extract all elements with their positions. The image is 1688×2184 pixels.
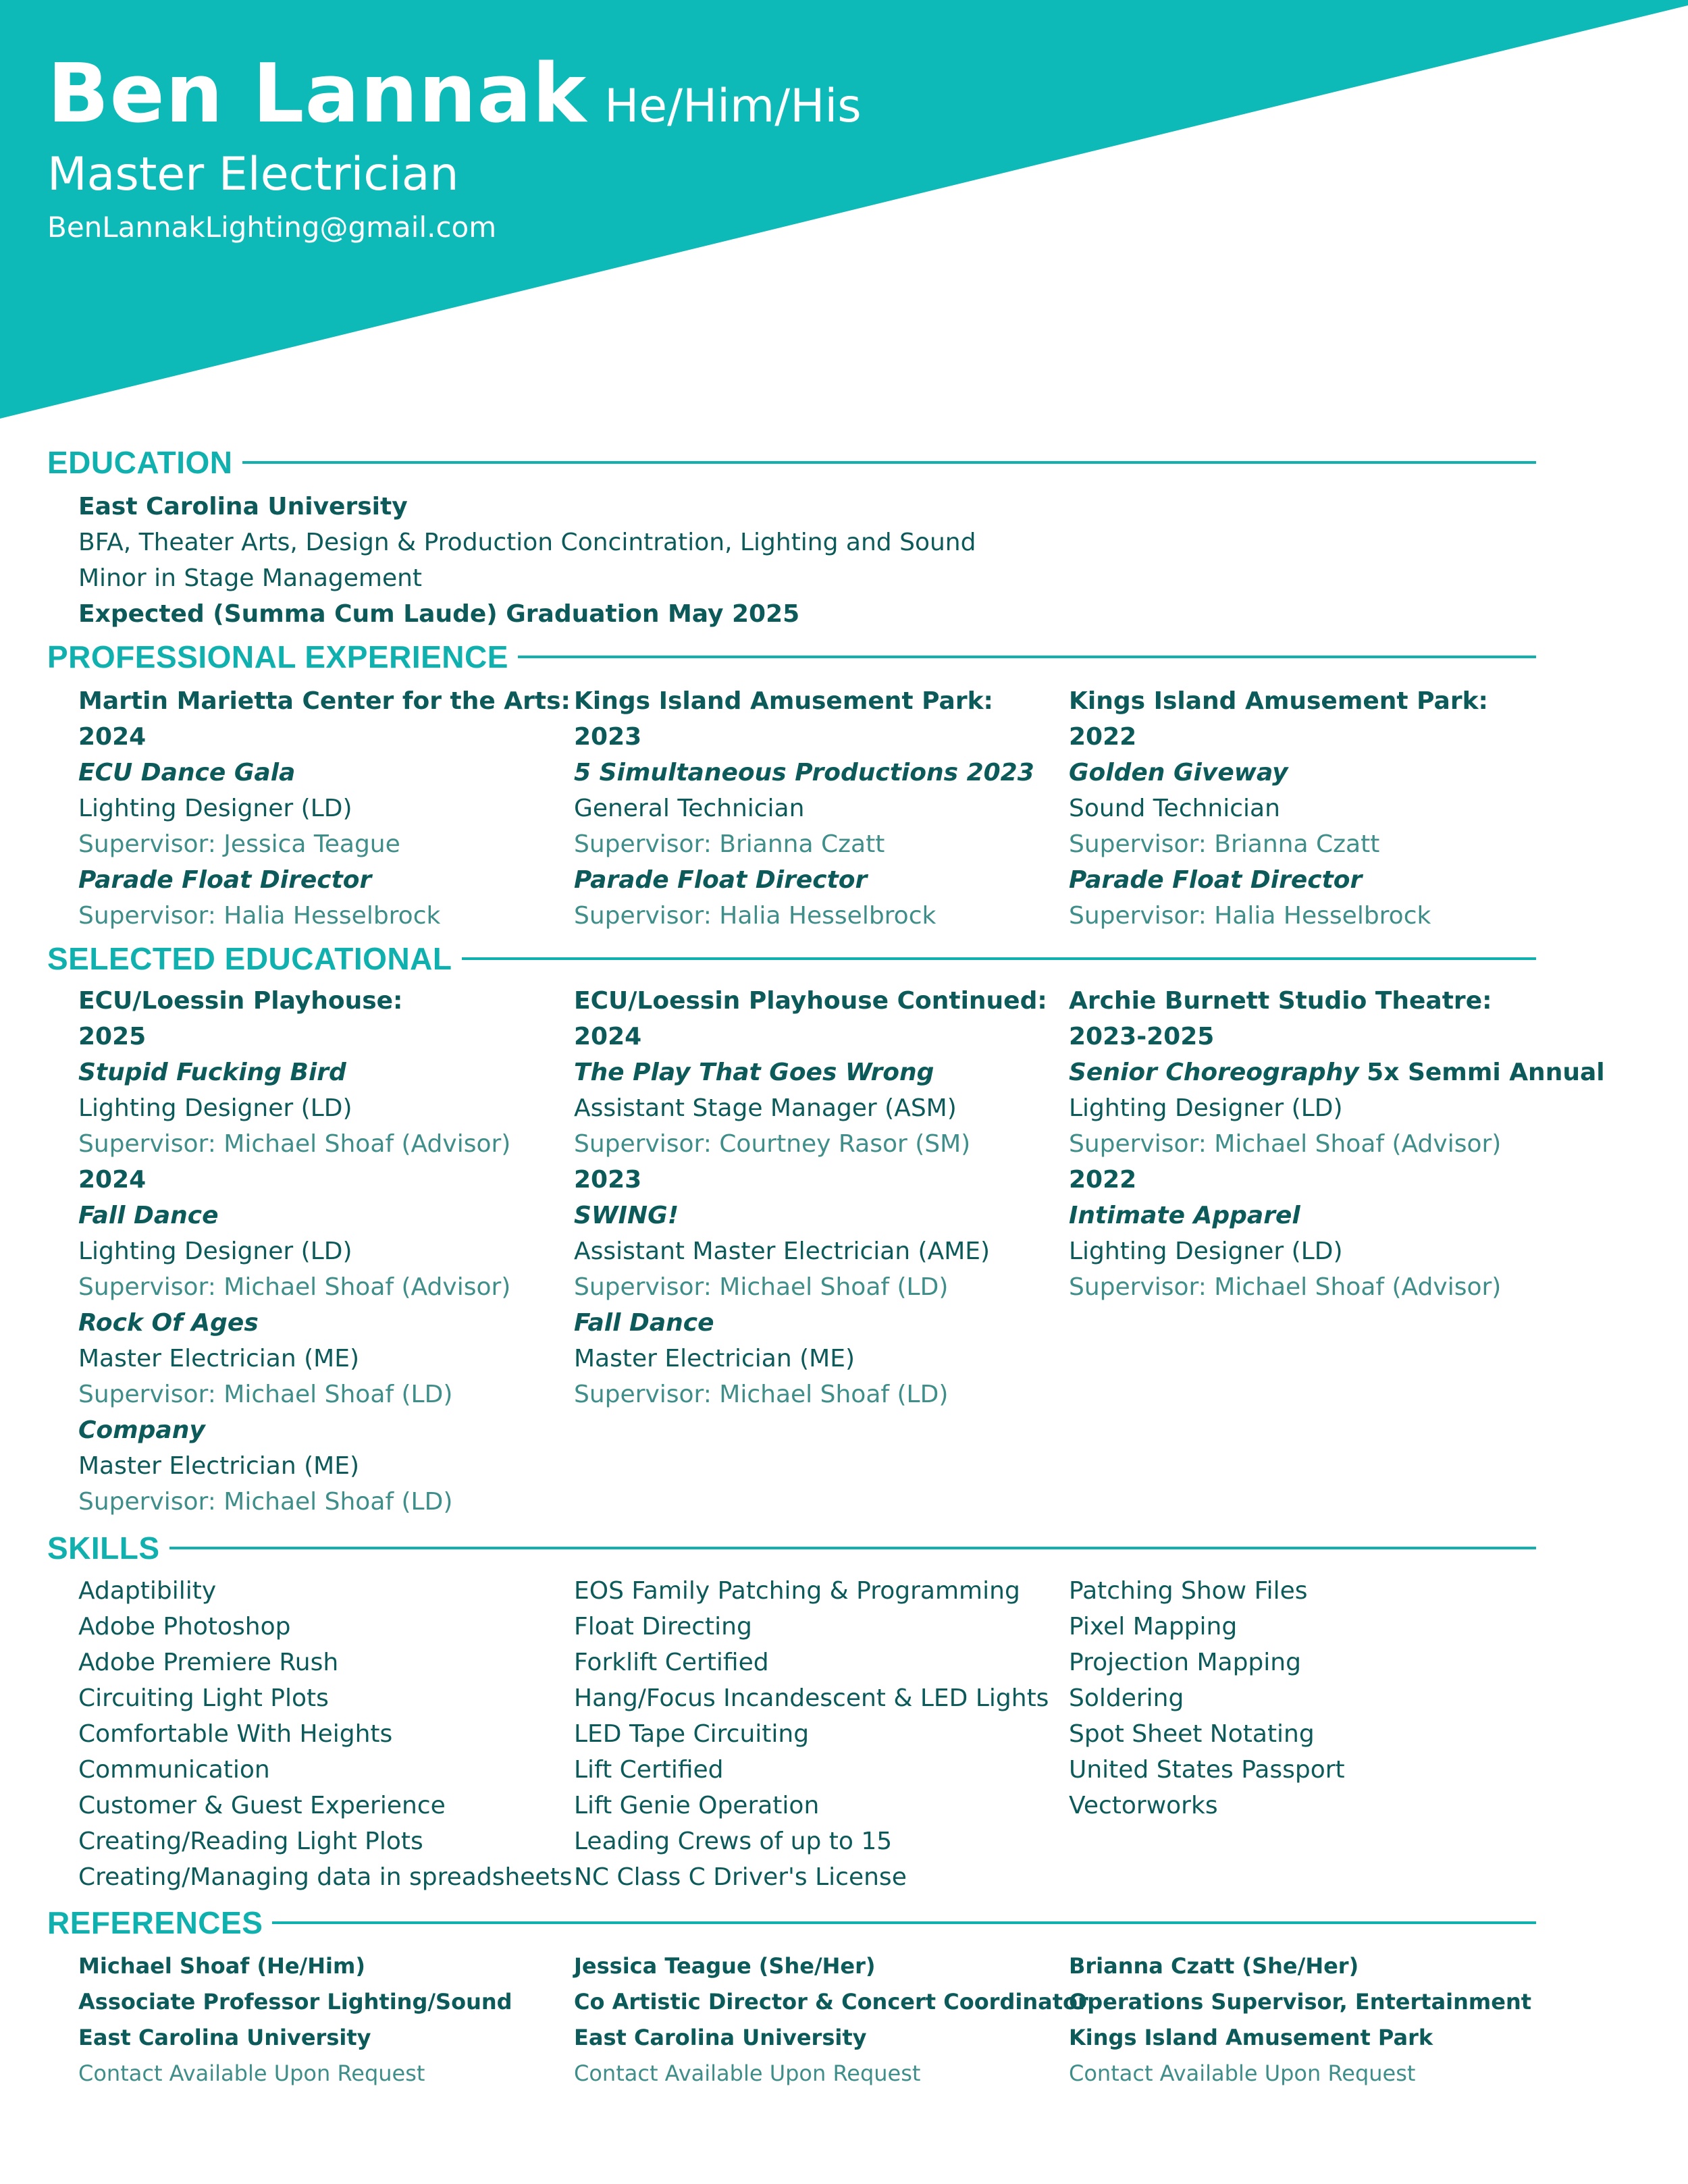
candidate-name: Ben Lannak bbox=[47, 47, 587, 141]
educational-venue: ECU/Loessin Playhouse: bbox=[78, 987, 403, 1015]
skill-item: Adobe Premiere Rush bbox=[78, 1649, 339, 1676]
reference-name: Jessica Teague (She/Her) bbox=[574, 1953, 876, 1979]
educational-role: Lighting Designer (LD) bbox=[1069, 1094, 1343, 1122]
skill-item: EOS Family Patching & Programming bbox=[574, 1577, 1020, 1605]
skills-column-3 bbox=[1069, 1573, 1555, 1823]
experience-role: Sound Technician bbox=[1069, 795, 1280, 822]
educational-column-2 bbox=[574, 983, 1060, 1412]
experience-venue: Martin Marietta Center for the Arts: bbox=[78, 687, 571, 715]
references-divider bbox=[272, 1921, 1536, 1924]
skill-item: Lift Genie Operation bbox=[574, 1792, 820, 1819]
skills-column-1 bbox=[78, 1573, 573, 1895]
skill-item: Adobe Photoshop bbox=[78, 1613, 291, 1641]
experience-production: 5 Simultaneous Productions 2023 bbox=[574, 759, 1034, 787]
references-heading-label: REFERENCES bbox=[47, 1905, 263, 1940]
references-heading bbox=[47, 1905, 1536, 1941]
reference-position: Associate Professor Lighting/Sound bbox=[78, 1989, 512, 2015]
educational-production: Stupid Fucking Bird bbox=[78, 1059, 346, 1086]
skills-heading-label: SKILLS bbox=[47, 1530, 160, 1566]
experience-role: General Technician bbox=[574, 795, 805, 822]
educational-production: Fall Dance bbox=[574, 1309, 714, 1337]
educational-supervisor: Supervisor: Michael Shoaf (LD) bbox=[78, 1488, 453, 1516]
educational-production: SWING! bbox=[574, 1202, 679, 1229]
reference-name: Michael Shoaf (He/Him) bbox=[78, 1953, 365, 1979]
job-title: Master Electrician bbox=[47, 148, 459, 201]
skill-item: Creating/Managing data in spreadsheets bbox=[78, 1863, 573, 1891]
reference-1 bbox=[78, 1948, 564, 2092]
reference-contact: Contact Available Upon Request bbox=[574, 2060, 921, 2086]
skills-divider bbox=[169, 1547, 1536, 1549]
experience-heading bbox=[47, 639, 1536, 675]
experience-production: Golden Giveway bbox=[1069, 759, 1288, 787]
educational-supervisor: Supervisor: Courtney Rasor (SM) bbox=[574, 1130, 971, 1158]
reference-contact: Contact Available Upon Request bbox=[1069, 2060, 1416, 2086]
educational-supervisor: Supervisor: Michael Shoaf (Advisor) bbox=[1069, 1130, 1502, 1158]
reference-position: Operations Supervisor, Entertainment bbox=[1069, 1989, 1532, 2015]
reference-2 bbox=[574, 1948, 1088, 2092]
experience-production: Parade Float Director bbox=[574, 866, 868, 894]
educational-year: 2025 bbox=[78, 1023, 147, 1050]
reference-position: Co Artistic Director & Concert Coordinator bbox=[574, 1989, 1088, 2015]
skill-item: Customer & Guest Experience bbox=[78, 1792, 446, 1819]
educational-production: The Play That Goes Wrong bbox=[574, 1059, 934, 1086]
skill-item: United States Passport bbox=[1069, 1756, 1345, 1784]
skills-heading bbox=[47, 1530, 1536, 1566]
educational-production: Company bbox=[78, 1416, 205, 1444]
skill-item: Hang/Focus Incandescent & LED Lights bbox=[574, 1684, 1049, 1712]
experience-year: 2023 bbox=[574, 723, 642, 751]
experience-supervisor: Supervisor: Halia Hesselbrock bbox=[78, 902, 441, 930]
experience-supervisor: Supervisor: Halia Hesselbrock bbox=[1069, 902, 1431, 930]
reference-3 bbox=[1069, 1948, 1555, 2092]
educational-year: 2023 bbox=[574, 1166, 642, 1194]
reference-contact: Contact Available Upon Request bbox=[78, 2060, 425, 2086]
skill-item: Vectorworks bbox=[1069, 1792, 1218, 1819]
skill-item: Forklift Certified bbox=[574, 1649, 769, 1676]
educational-production: Rock Of Ages bbox=[78, 1309, 259, 1337]
experience-venue: Kings Island Amusement Park: bbox=[1069, 687, 1488, 715]
educational-supervisor: Supervisor: Michael Shoaf (Advisor) bbox=[1069, 1273, 1502, 1301]
skill-item: Projection Mapping bbox=[1069, 1649, 1301, 1676]
educational-venue: ECU/Loessin Playhouse Continued: bbox=[574, 987, 1047, 1015]
skill-item: Leading Crews of up to 15 bbox=[574, 1828, 893, 1855]
educational-year: 2024 bbox=[78, 1166, 147, 1194]
experience-venue: Kings Island Amusement Park: bbox=[574, 687, 993, 715]
education-divider bbox=[242, 461, 1536, 464]
educational-role: Master Electrician (ME) bbox=[574, 1345, 855, 1373]
skill-item: Pixel Mapping bbox=[1069, 1613, 1238, 1641]
experience-supervisor: Supervisor: Jessica Teague bbox=[78, 830, 400, 858]
skill-item: Soldering bbox=[1069, 1684, 1184, 1712]
experience-supervisor: Supervisor: Brianna Czatt bbox=[1069, 830, 1380, 858]
education-graduation: Expected (Summa Cum Laude) Graduation May 2025 bbox=[78, 600, 800, 628]
educational-supervisor: Supervisor: Michael Shoaf (LD) bbox=[78, 1381, 453, 1408]
educational-year: 2023-2025 bbox=[1069, 1023, 1215, 1050]
educational-divider bbox=[462, 957, 1537, 960]
experience-supervisor: Supervisor: Halia Hesselbrock bbox=[574, 902, 937, 930]
educational-supervisor: Supervisor: Michael Shoaf (LD) bbox=[574, 1381, 949, 1408]
educational-role: Lighting Designer (LD) bbox=[78, 1237, 352, 1265]
skill-item: Communication bbox=[78, 1756, 270, 1784]
skill-item: Adaptibility bbox=[78, 1577, 217, 1605]
experience-role: Lighting Designer (LD) bbox=[78, 795, 352, 822]
reference-organization: East Carolina University bbox=[78, 2025, 371, 2050]
experience-column-1 bbox=[78, 683, 571, 934]
skill-item: Spot Sheet Notating bbox=[1069, 1720, 1315, 1748]
name-line bbox=[47, 47, 862, 141]
educational-role: Assistant Master Electrician (AME) bbox=[574, 1237, 991, 1265]
experience-divider bbox=[518, 656, 1536, 658]
experience-production: Parade Float Director bbox=[78, 866, 372, 894]
skill-item: Creating/Reading Light Plots bbox=[78, 1828, 423, 1855]
education-minor: Minor in Stage Management bbox=[78, 564, 423, 592]
reference-name: Brianna Czatt (She/Her) bbox=[1069, 1953, 1359, 1979]
education-block bbox=[78, 489, 1159, 632]
experience-heading-label: PROFESSIONAL EXPERIENCE bbox=[47, 639, 508, 674]
educational-year: 2022 bbox=[1069, 1166, 1137, 1194]
experience-supervisor: Supervisor: Brianna Czatt bbox=[574, 830, 885, 858]
educational-heading bbox=[47, 940, 1536, 977]
experience-column-2 bbox=[574, 683, 1060, 934]
educational-column-1 bbox=[78, 983, 564, 1520]
skill-item: NC Class C Driver's License bbox=[574, 1863, 907, 1891]
educational-role: Lighting Designer (LD) bbox=[78, 1094, 352, 1122]
educational-year: 2024 bbox=[574, 1023, 642, 1050]
educational-supervisor: Supervisor: Michael Shoaf (LD) bbox=[574, 1273, 949, 1301]
email-link[interactable]: BenLannakLighting@gmail.com bbox=[47, 211, 497, 244]
education-degree: BFA, Theater Arts, Design & Production Concintration, Lighting and Sound bbox=[78, 529, 976, 556]
skill-item: Patching Show Files bbox=[1069, 1577, 1308, 1605]
educational-venue: Archie Burnett Studio Theatre: bbox=[1069, 987, 1492, 1015]
educational-supervisor: Supervisor: Michael Shoaf (Advisor) bbox=[78, 1130, 511, 1158]
reference-organization: Kings Island Amusement Park bbox=[1069, 2025, 1433, 2050]
skill-item: Comfortable With Heights bbox=[78, 1720, 393, 1748]
experience-production: ECU Dance Gala bbox=[78, 759, 296, 787]
education-school: East Carolina University bbox=[78, 493, 408, 521]
educational-production: Intimate Apparel bbox=[1069, 1202, 1300, 1229]
skill-item: Float Directing bbox=[574, 1613, 752, 1641]
educational-supervisor: Supervisor: Michael Shoaf (Advisor) bbox=[78, 1273, 511, 1301]
experience-year: 2024 bbox=[78, 723, 147, 751]
educational-production: Fall Dance bbox=[78, 1202, 219, 1229]
educational-role: Lighting Designer (LD) bbox=[1069, 1237, 1343, 1265]
educational-role: Assistant Stage Manager (ASM) bbox=[574, 1094, 957, 1122]
educational-heading-label: SELECTED EDUCATIONAL bbox=[47, 941, 452, 976]
educational-role: Master Electrician (ME) bbox=[78, 1345, 360, 1373]
skill-item: LED Tape Circuiting bbox=[574, 1720, 810, 1748]
skill-item: Circuiting Light Plots bbox=[78, 1684, 329, 1712]
educational-production: Senior Choreography bbox=[1069, 1059, 1359, 1086]
experience-column-3 bbox=[1069, 683, 1555, 934]
skills-column-2 bbox=[574, 1573, 1060, 1895]
educational-production-note: 5x Semmi Annual bbox=[1367, 1059, 1605, 1086]
reference-organization: East Carolina University bbox=[574, 2025, 867, 2050]
experience-production: Parade Float Director bbox=[1069, 866, 1363, 894]
educational-production-line bbox=[1069, 1055, 1605, 1090]
education-heading bbox=[47, 444, 1536, 481]
educational-column-3 bbox=[1069, 983, 1605, 1305]
education-heading-label: EDUCATION bbox=[47, 445, 233, 480]
pronouns: He/Him/His bbox=[604, 80, 862, 133]
educational-role: Master Electrician (ME) bbox=[78, 1452, 360, 1480]
skill-item: Lift Certified bbox=[574, 1756, 724, 1784]
experience-year: 2022 bbox=[1069, 723, 1137, 751]
header bbox=[47, 47, 862, 244]
